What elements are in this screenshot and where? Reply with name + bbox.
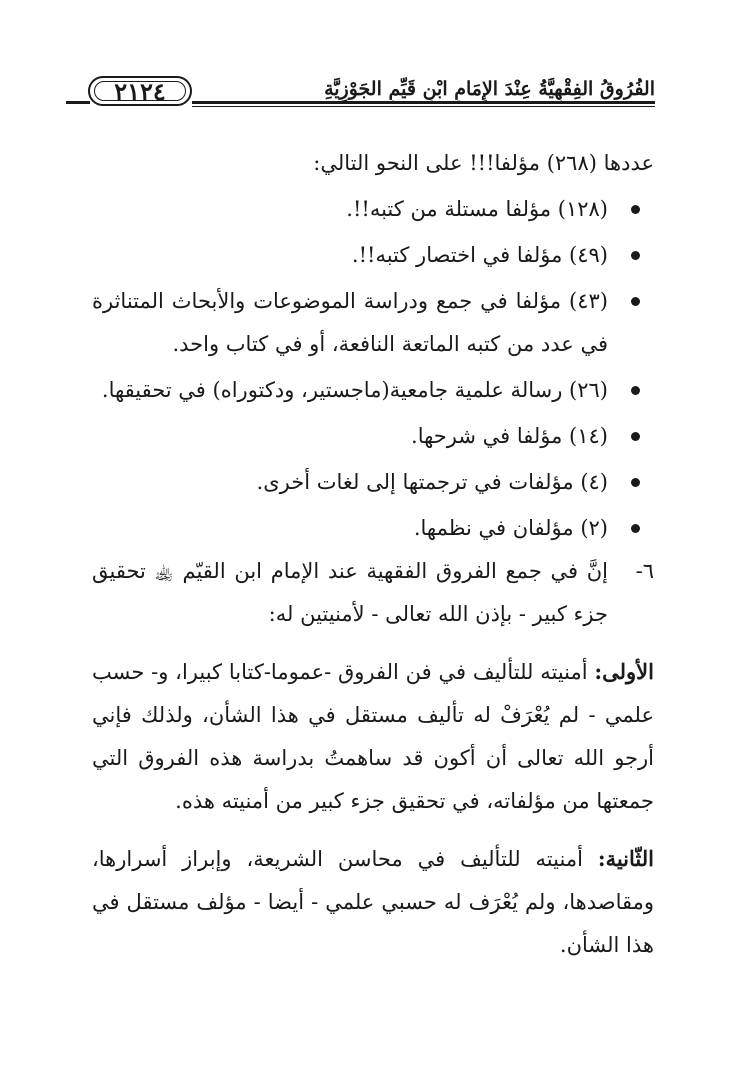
list-item-text: (١٤) مؤلفا في شرحها. [411,424,608,448]
bullet-icon [631,205,640,214]
bullet-list [92,188,654,550]
page-number: ٢١٢٤ [114,76,166,106]
paragraph-first-wish [92,650,654,823]
bullet-icon [631,432,640,441]
header-rule-left [66,101,90,104]
list-item-text: (٤٣) مؤلفا في جمع ودراسة الموضوعات والأبحاث المتناثرة في عدد من كتبه الماتعة النافعة، أو في كتاب واحد. [92,289,608,356]
numbered-item-6 [92,550,654,636]
list-item-text: (٢) مؤلفان في نظمها. [413,516,608,540]
page-number-frame [88,76,192,106]
list-item [92,461,654,504]
header-rule-thin [192,106,655,107]
page-header [88,64,655,116]
list-item [92,507,654,550]
bullet-icon [631,478,640,487]
list-item-text: (٤) مؤلفات في ترجمتها إلى لغات أخرى. [256,470,608,494]
bullet-icon [631,524,640,533]
list-item [92,280,654,366]
item-number: ٦- [635,559,654,583]
list-item [92,369,654,412]
intro-line: عددها (٢٦٨) مؤلفا!!! على النحو التالي: [313,151,654,175]
paragraph-text: أمنيته للتأليف في محاسن الشريعة، وإبراز أسرارها، ومقاصدها، ولم يُعْرَف له حسبي علمي - أيضا - مؤلف مستقل في هذا الشأن. [92,847,654,957]
bullet-icon [631,297,640,306]
paragraph-lead: الثّانية: [597,846,654,871]
paragraph-lead: الأولى: [594,659,654,684]
list-item [92,234,654,277]
bullet-icon [631,251,640,260]
list-item-text: (١٢٨) مؤلفا مستلة من كتبه!!. [346,197,608,221]
bullet-icon [631,386,640,395]
paragraph-second-wish [92,837,654,967]
header-rule-thick [192,101,655,104]
running-title: الفُرُوقُ الفِقْهِيَّةُ عِنْدَ الإِمَامِ ابْنِ قَيِّمِ الجَوْزِيَّةِ [324,78,655,100]
paragraph-text: أمنيته للتأليف في فن الفروق -عموما-كتابا كبيرا، و- حسب علمي - لم يُعْرَفْ له تأليف مستقل في هذا الشأن، ولذلك فإني أرجو الله تعالى أن أكون قد ساهمتُ بدراسة هذه الفروق التي جمعتها من مؤلفاته، في تحقيق جزء كبير من أمنيته هذه. [92,660,654,813]
list-item-text: (٢٦) رسالة علمية جامعية(ماجستير، ودكتوراه) في تحقيقها. [101,378,608,402]
list-item [92,415,654,458]
body-text [92,142,654,967]
list-item-text: (٤٩) مؤلفا في اختصار كتبه!!. [351,243,608,267]
list-item [92,188,654,231]
numbered-item-text: إنَّ في جمع الفروق الفقهية عند الإمام ابن القيّم ﵀ تحقيق جزء كبير - بإذن الله تعالى - لأمنيتين له: [92,559,608,626]
